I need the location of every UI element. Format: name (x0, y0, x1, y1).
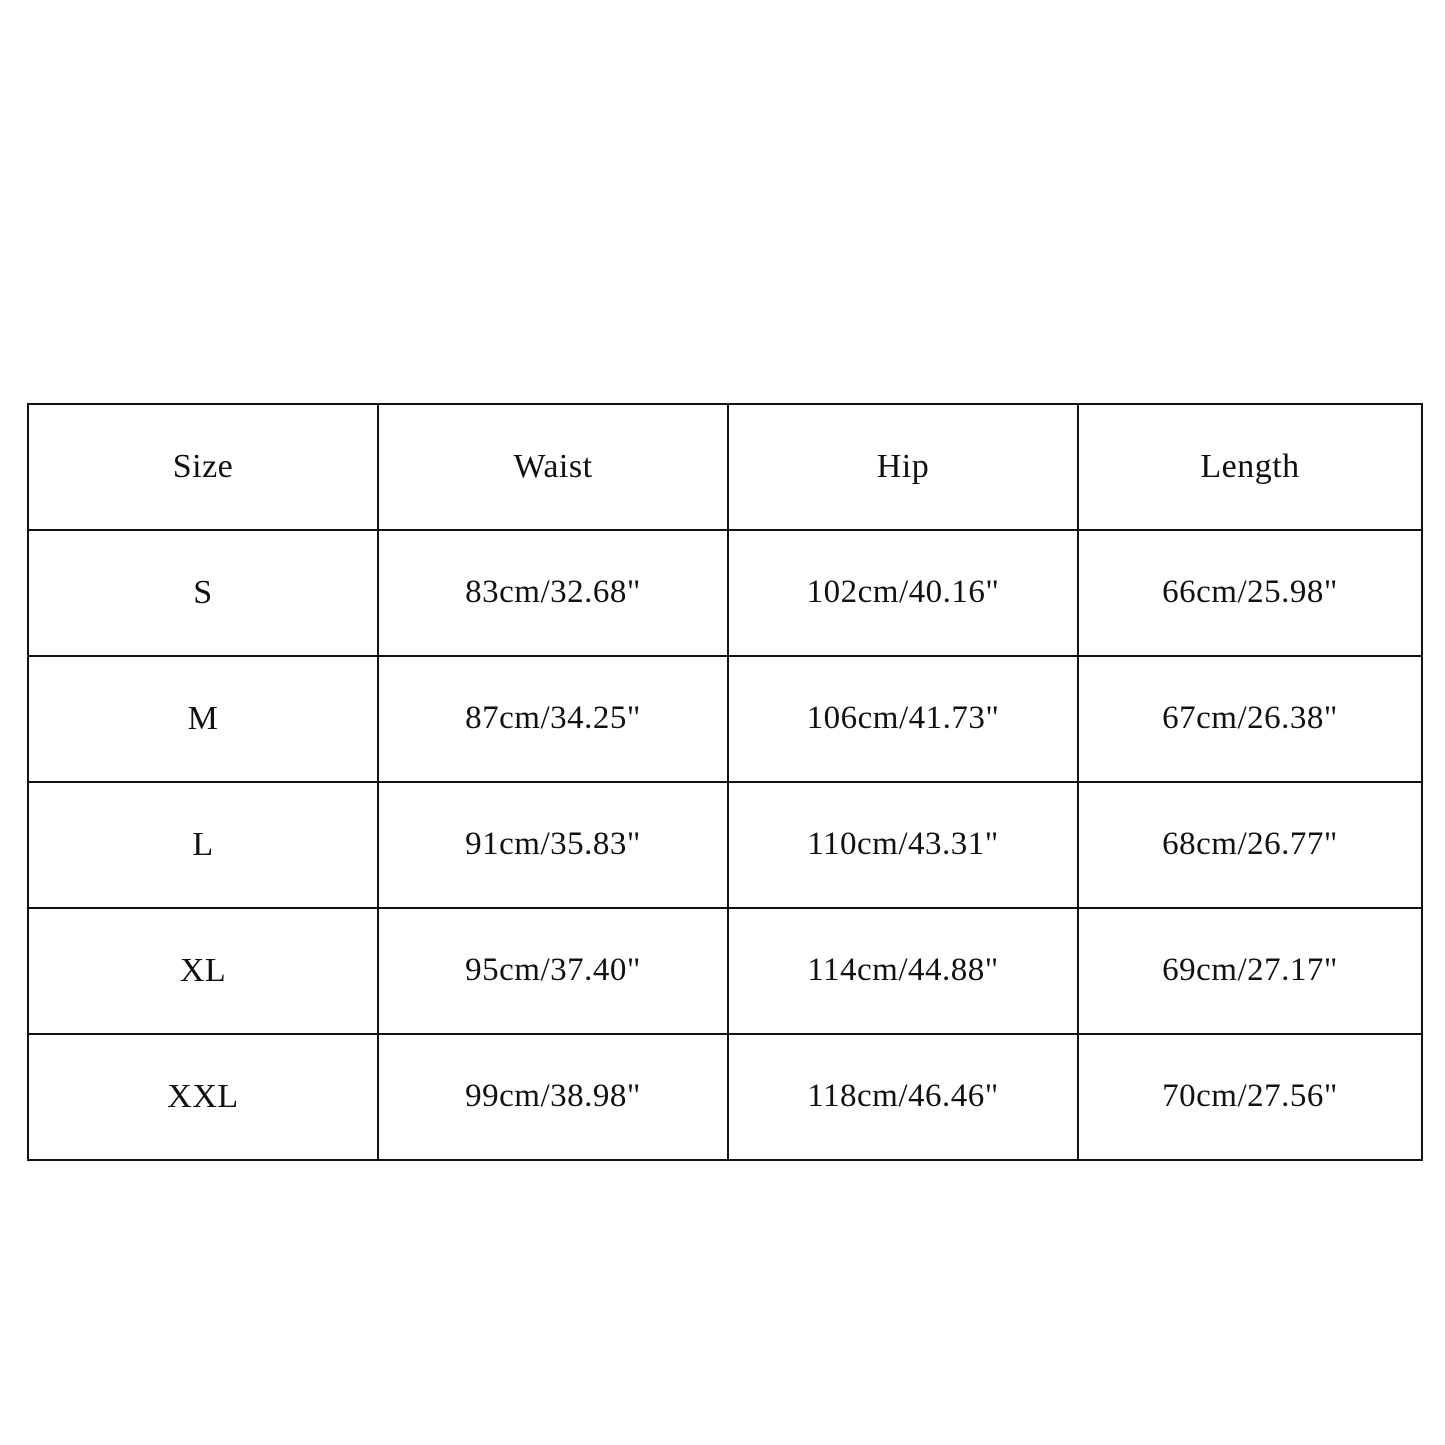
cell-waist: 83cm/32.68" (378, 530, 728, 656)
size-chart-header (28, 404, 1422, 530)
cell-size: M (28, 656, 378, 782)
cell-hip: 110cm/43.31" (728, 782, 1078, 908)
table-row (28, 1034, 1422, 1160)
cell-hip: 114cm/44.88" (728, 908, 1078, 1034)
cell-length: 68cm/26.77" (1078, 782, 1422, 908)
column-header-waist: Waist (378, 404, 728, 530)
table-row (28, 908, 1422, 1034)
column-header-size: Size (28, 404, 378, 530)
cell-hip: 102cm/40.16" (728, 530, 1078, 656)
size-chart-table (27, 403, 1423, 1161)
cell-length: 69cm/27.17" (1078, 908, 1422, 1034)
cell-length: 66cm/25.98" (1078, 530, 1422, 656)
cell-size: S (28, 530, 378, 656)
cell-length: 70cm/27.56" (1078, 1034, 1422, 1160)
size-chart-container (27, 403, 1421, 1161)
cell-size: L (28, 782, 378, 908)
table-row (28, 656, 1422, 782)
cell-waist: 99cm/38.98" (378, 1034, 728, 1160)
cell-waist: 91cm/35.83" (378, 782, 728, 908)
cell-hip: 118cm/46.46" (728, 1034, 1078, 1160)
cell-waist: 87cm/34.25" (378, 656, 728, 782)
cell-size: XL (28, 908, 378, 1034)
column-header-hip: Hip (728, 404, 1078, 530)
cell-hip: 106cm/41.73" (728, 656, 1078, 782)
size-chart-body (28, 530, 1422, 1160)
table-row (28, 782, 1422, 908)
cell-size: XXL (28, 1034, 378, 1160)
column-header-length: Length (1078, 404, 1422, 530)
table-row (28, 530, 1422, 656)
cell-waist: 95cm/37.40" (378, 908, 728, 1034)
table-header-row (28, 404, 1422, 530)
cell-length: 67cm/26.38" (1078, 656, 1422, 782)
